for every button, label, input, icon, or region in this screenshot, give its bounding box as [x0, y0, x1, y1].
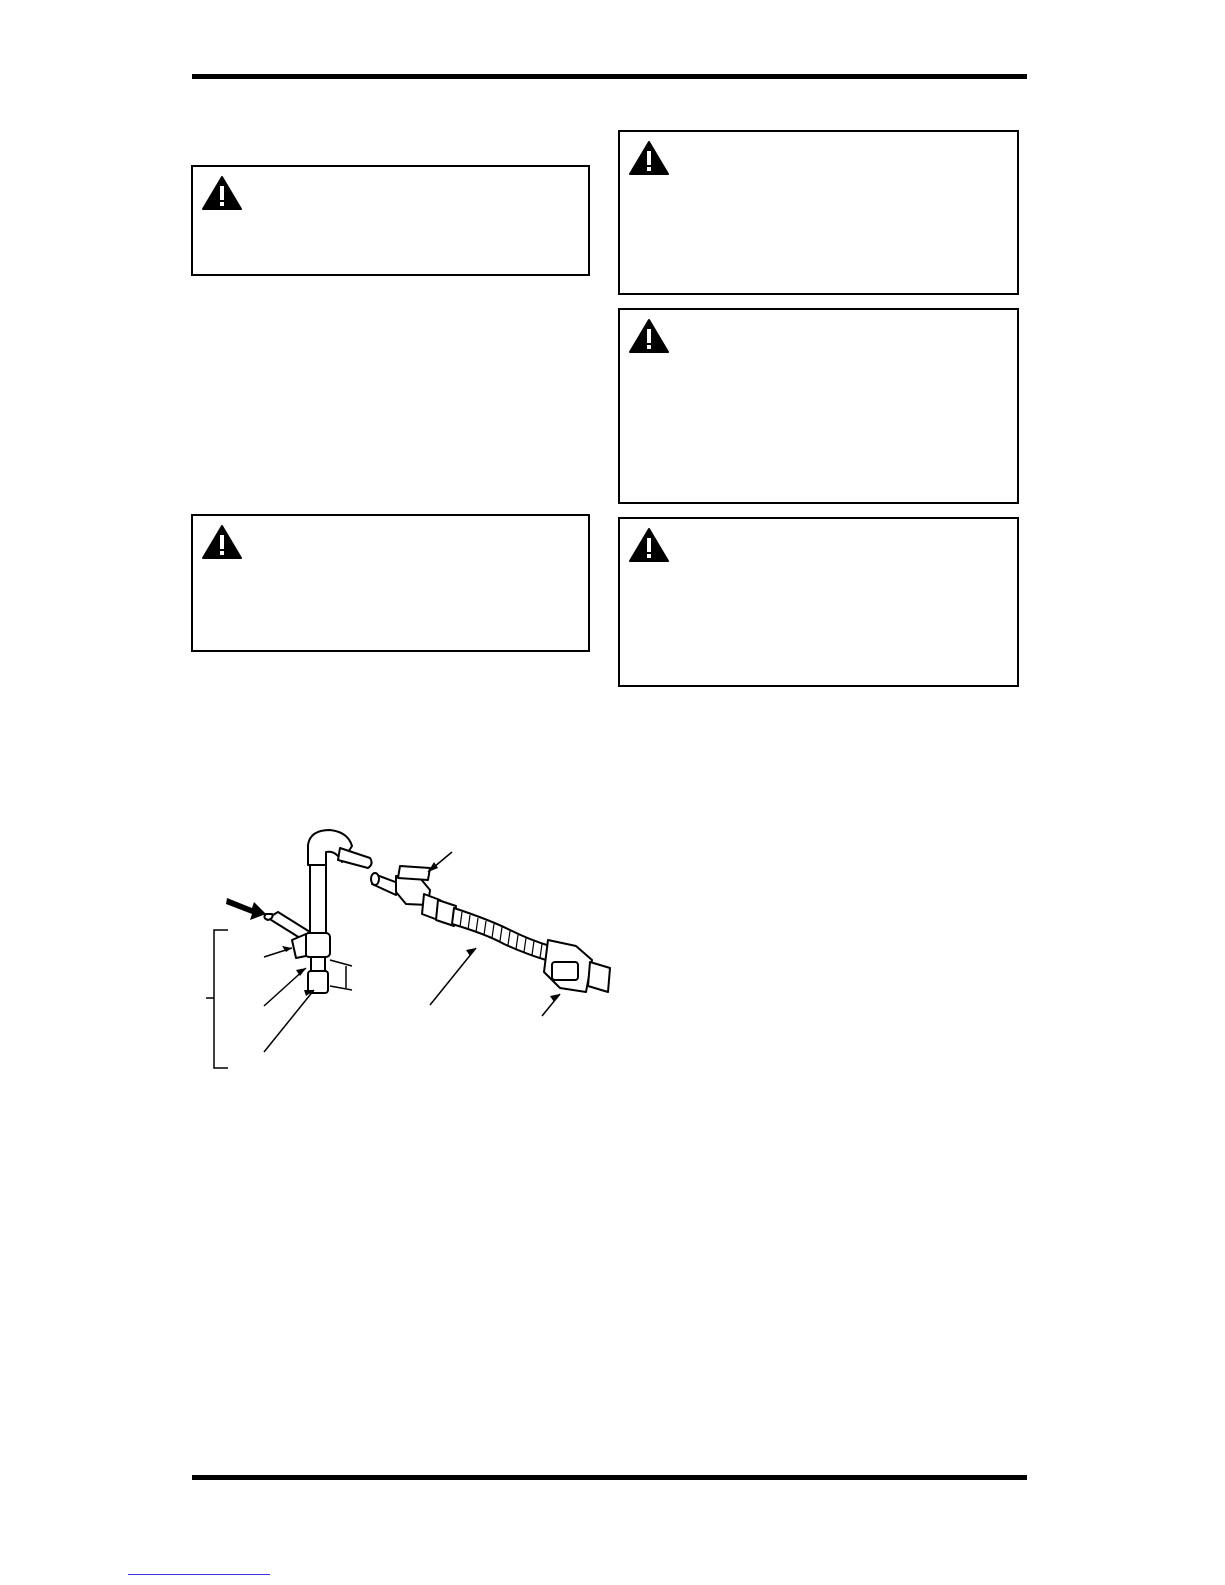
gas-piping-diagram — [196, 820, 636, 1090]
warning-triangle-icon — [628, 318, 670, 354]
warning-box-3 — [618, 308, 1019, 504]
pipe-to-valve — [338, 848, 372, 868]
warning-triangle-icon — [628, 140, 670, 176]
footer-link-underline[interactable] — [128, 1574, 270, 1575]
tee-fitting — [305, 933, 330, 957]
warning-triangle-icon — [201, 524, 243, 560]
top-rule — [192, 74, 1027, 79]
warning-box-1 — [191, 165, 590, 276]
bottom-rule — [192, 1475, 1027, 1480]
warning-box-2 — [618, 130, 1019, 295]
drip-leg-nipple — [311, 957, 325, 971]
warning-triangle-icon — [201, 175, 243, 211]
warning-box-4 — [191, 514, 590, 652]
warning-box-5 — [618, 517, 1019, 687]
vertical-pipe — [310, 860, 326, 935]
warning-triangle-icon — [628, 527, 670, 563]
drip-leg-cap — [308, 971, 328, 993]
gas-inlet-arrow-icon — [226, 898, 266, 920]
